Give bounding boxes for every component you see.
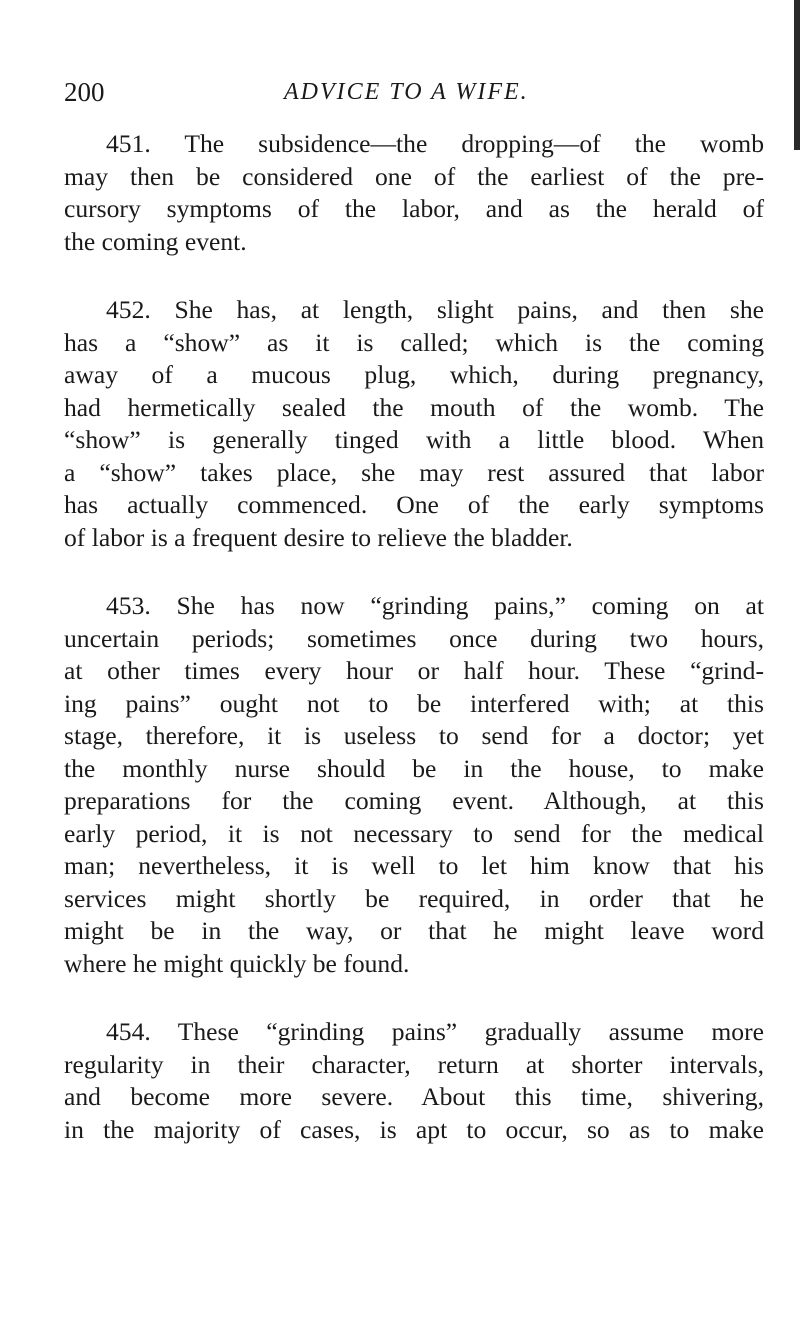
text-line: the coming event. [64,226,247,256]
text-line: in the majority of cases, is apt to occur, so as to make [64,1114,764,1144]
text-line: cursory symptoms of the labor, and as the herald of [64,194,764,223]
text-line: uncertain periods; sometimes once during two hours, [64,623,764,653]
text-line: has a “show” as it is called; which is the coming [64,327,764,357]
text-line: stage, therefore, it is useless to send for a doctor; yet [64,721,764,750]
text-line: the monthly nurse should be in the house, to make [64,753,764,783]
text-line: may then be considered one of the earliest of the pre- [64,161,764,191]
text-line: “show” is generally tinged with a little blood. When [64,425,764,454]
text-line: might be in the way, or that he might leave word [64,916,764,945]
page-edge-shadow [794,0,800,150]
text-line: has actually commenced. One of the early symptoms [64,490,764,519]
page-number: 200 [64,77,105,107]
text-line: a “show” takes place, she may rest assured that labor [64,457,764,487]
text-line: away of a mucous plug, which, during pregnancy, [64,360,764,389]
text-line: early period, it is not necessary to send for the medical [64,818,764,848]
text-line: 454. These “grinding pains” gradually assume more [106,1017,764,1046]
paragraph-452 [64,294,764,554]
text-line: 452. She has, at length, slight pains, and then she [106,295,764,324]
text-line: had hermetically sealed the mouth of the womb. The [64,392,764,422]
text-line: and become more severe. About this time, shivering, [64,1082,764,1111]
body-text [64,128,764,1182]
paragraph-453 [64,590,764,980]
text-line: services might shortly be required, in order that he [64,883,764,913]
paragraph-451 [64,128,764,258]
page-header [64,72,744,112]
text-line: 451. The subsidence—the dropping—of the womb [106,129,764,158]
text-line: ing pains” ought not to be interfered with; at this [64,688,764,718]
text-line: regularity in their character, return at shorter intervals, [64,1049,764,1079]
paragraph-454 [64,1016,764,1146]
text-line: where he might quickly be found. [64,948,410,978]
text-line: at other times every hour or half hour. These “grind- [64,656,764,685]
text-line: man; nevertheless, it is well to let him know that his [64,851,764,880]
text-line: 453. She has now “grinding pains,” coming on at [106,591,764,620]
text-line: preparations for the coming event. Although, at this [64,786,764,815]
text-line: of labor is a frequent desire to relieve the bladder. [64,522,573,552]
running-title: ADVICE TO A WIFE. [284,79,529,105]
